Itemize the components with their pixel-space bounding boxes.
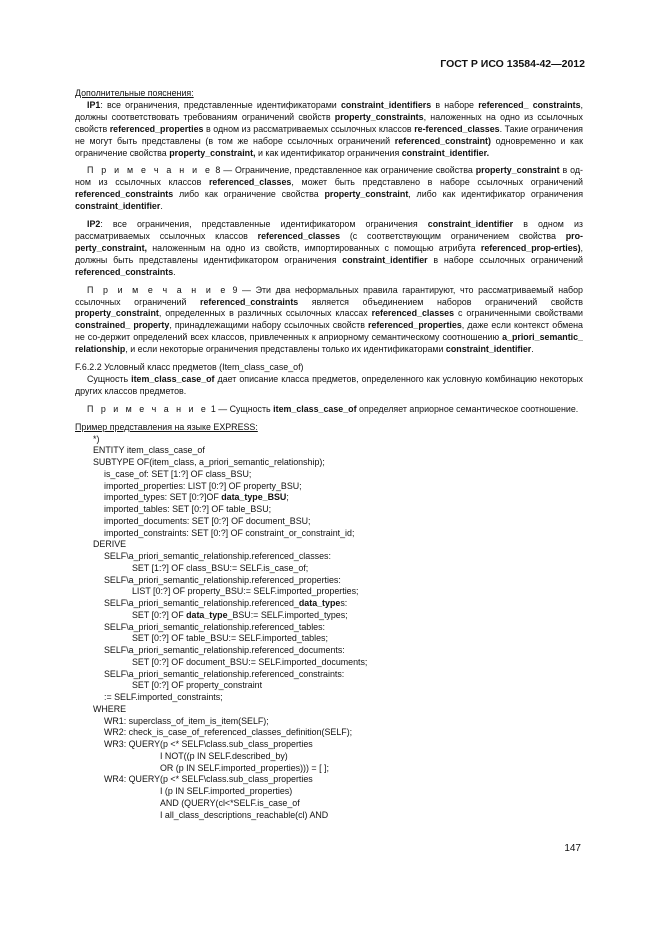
identifier-term: property_constraint: [475, 165, 560, 176]
identifier-term: referenced_constraints: [75, 189, 174, 200]
identifier-term: referenced_classes: [371, 308, 455, 319]
code-text: OR (p IN SELF.imported_properties))) = [ ];: [160, 762, 329, 773]
identifier-term: IP2: [87, 219, 101, 230]
code-text: imported_properties: LIST [0:?] OF property_BSU;: [104, 480, 302, 491]
text-run: (с соответствующим ограничением свойства: [340, 230, 566, 241]
identifier-term: property_constraints: [334, 111, 424, 122]
code-line: [75, 774, 583, 786]
code-text: I (p IN SELF.imported_properties): [160, 786, 293, 797]
identifier-term: re-ferenced_classes: [414, 123, 500, 134]
express-code-block: [75, 434, 583, 822]
code-line: [75, 716, 583, 728]
identifier-term: constraint_identifier: [445, 344, 532, 355]
text-run: в одном из рассматриваемых ссылочных классов: [75, 219, 583, 241]
note-1: [75, 404, 583, 416]
text-run: .: [531, 344, 534, 355]
identifier-term: constraint_identifier: [427, 219, 514, 230]
code-keyword: data_type: [298, 598, 341, 609]
text-run: Сущность: [87, 373, 132, 384]
text-run: , наложенных на одно из ссылочных свойств: [75, 111, 583, 134]
identifier-term: constraint_identifier: [342, 254, 428, 265]
section-title: F.6.2.2 Условный класс предметов (Item_class_case_of): [75, 362, 304, 373]
identifier-term: item_class_case_of: [131, 373, 215, 384]
code-text: WR4: QUERY(p <* SELF\class.sub_class_properties: [104, 774, 313, 785]
text-run: либо как ограничение свойства: [173, 189, 325, 200]
code-line: [75, 586, 583, 598]
code-text: SET [0:?] OF property_constraint: [132, 680, 263, 691]
code-line: [75, 727, 583, 739]
text-run: , может быть представлено в наборе ссылочных ограничений: [291, 177, 583, 188]
text-run: , определенных в различных ссылочных классах: [158, 308, 372, 319]
code-line: [75, 457, 583, 469]
code-text: LIST [0:?] OF property_BSU:= SELF.imported_properties;: [132, 586, 359, 597]
code-line: [75, 469, 583, 481]
code-line: [75, 598, 583, 610]
code-text: SELF\a_priori_semantic_relationship.referenced_properties:: [104, 574, 341, 585]
identifier-term: referenced_classes: [208, 177, 292, 188]
code-text: *): [93, 433, 100, 444]
note-label: П р и м е ч а н и е: [87, 284, 228, 295]
code-line: [75, 504, 583, 516]
code-text: SELF\a_priori_semantic_relationship.referenced_constraints:: [104, 668, 345, 679]
text-run: и как идентификатор ограничения: [255, 147, 402, 158]
identifier-term: referenced_properties: [109, 123, 204, 134]
code-text: s:: [340, 598, 348, 609]
code-text: I all_class_descriptions_reachable(cl) AND: [160, 809, 329, 820]
text-run: : все ограничения, представленные идентификатором ограничения: [100, 219, 428, 230]
identifier-term: constraint_identifier: [75, 201, 161, 212]
text-run: 1 — Сущность: [208, 403, 274, 414]
code-text: AND (QUERY(cl<*SELF.is_case_of: [160, 797, 300, 808]
code-line: [75, 739, 583, 751]
code-line: [75, 645, 583, 657]
code-line: [75, 434, 583, 446]
example-heading: Пример представления на языке EXPRESS:: [75, 421, 258, 432]
identifier-term: property_constraint,: [169, 147, 256, 158]
page-number: 147: [564, 843, 581, 854]
identifier-term: property_constraint: [324, 189, 409, 200]
text-run: дает описание класса предметов, определенного как условную комбинацию некоторых других классов предметов.: [75, 373, 583, 396]
code-line: [75, 575, 583, 587]
code-line: [75, 481, 583, 493]
text-run: с ограниченными свойствами: [454, 308, 583, 319]
text-run: . Такие ограничения не могут быть представлены (в том же наборе ссылочных ограничений: [75, 123, 583, 146]
code-text: SUBTYPE OF(item_class, a_priori_semantic_relationship);: [93, 457, 325, 468]
text-run: , либо как идентификатор ограничения: [408, 189, 583, 200]
text-run: , и если некоторые ограничения представлены только их идентификаторами: [125, 344, 446, 355]
notes-heading: Дополнительные пояснения:: [75, 88, 194, 98]
note-label: П р и м е ч а н и е: [87, 165, 213, 176]
identifier-term: item_class_case_of: [273, 403, 357, 414]
code-keyword: data_type_BSU: [221, 492, 287, 503]
code-text: ENTITY item_class_case_of: [93, 445, 205, 456]
code-line: [75, 633, 583, 645]
text-run: 8 — Ограничение, представленное как ограничение свойства: [212, 165, 476, 176]
text-run: в одном из рассматриваемых ссылочных классов: [203, 123, 415, 134]
code-text: is_case_of: SET [1:?] OF class_BSU;: [104, 468, 252, 479]
code-line: [75, 810, 583, 822]
code-text: imported_documents: SET [0:?] OF document_BSU;: [104, 515, 311, 526]
text-run: определяет априорное семантическое соотношение.: [356, 403, 579, 414]
code-line: [75, 492, 583, 504]
identifier-term: referenced_constraints: [200, 296, 299, 307]
code-line: [75, 763, 583, 775]
code-line: [75, 657, 583, 669]
text-run: наложенным на одно из свойств, импортированных с помощью атрибута: [147, 242, 481, 253]
paragraph-ip2: [75, 219, 583, 279]
identifier-term: referenced_ constraints: [478, 99, 581, 110]
code-text: _BSU:= SELF.imported_types;: [227, 609, 348, 620]
identifier-term: constraint_identifier.: [401, 147, 490, 158]
identifier-term: pro-perty_constraint,: [75, 230, 583, 253]
code-text: SET [0:?] OF table_BSU:= SELF.imported_tables;: [132, 633, 328, 644]
standard-header: ГОСТ Р ИСО 13584-42—2012: [440, 58, 585, 70]
text-run: , даже если контекст обмена не со-держит определений всех классов, привлеченных к априорному семантическому соотношению: [75, 320, 583, 343]
text-run: , должны быть представлены идентификатором ограничения: [75, 242, 583, 265]
code-text: SET [1:?] OF class_BSU:= SELF.is_case_of;: [132, 562, 309, 573]
identifier-term: referenced_classes: [257, 230, 341, 241]
text-run: , принадлежащими набору ссылочных свойств: [169, 320, 369, 331]
code-text: imported_types: SET [0:?]OF: [104, 492, 222, 503]
text-run: в од-ном из ссылочных классов: [75, 165, 583, 188]
text-run: , должны соответствовать требованиям ограничений свойств: [75, 99, 583, 122]
code-line: [75, 786, 583, 798]
code-line: [75, 539, 583, 551]
code-text: := SELF.imported_constraints;: [104, 692, 223, 703]
text-run: в наборе ссылочных ограничений: [427, 254, 584, 265]
text-run: одновременно и как ограничение свойства: [75, 135, 584, 158]
text-run: 9 — Эти два неформальных правила гарантируют, что рассматриваемый набор ссылочных ограничений: [75, 284, 583, 307]
paragraph-ip1: [75, 100, 583, 160]
identifier-term: referenced_constraint): [394, 135, 491, 146]
note-9: [75, 285, 583, 356]
identifier-term: referenced_prop-erties): [480, 242, 581, 253]
code-line: [75, 551, 583, 563]
code-line: [75, 798, 583, 810]
code-line: [75, 704, 583, 716]
text-run: : все ограничения, представленные идентификаторами: [100, 99, 341, 110]
text-run: .: [160, 201, 163, 212]
code-text: WR2: check_is_case_of_referenced_classes_definition(SELF);: [104, 727, 353, 738]
code-text: SET [0:?] OF: [132, 609, 187, 620]
code-line: [75, 528, 583, 540]
code-text: SELF\a_priori_semantic_relationship.referenced_classes:: [104, 551, 331, 562]
code-text: I NOT((p IN SELF.described_by): [160, 750, 288, 761]
code-text: ;: [286, 492, 289, 503]
code-text: imported_constraints: SET [0:?] OF constraint_or_constraint_id;: [104, 527, 355, 538]
code-keyword: data_type: [186, 609, 228, 620]
identifier-term: property_constraint: [75, 308, 159, 319]
text-run: в наборе: [431, 99, 479, 110]
text-run: является объединением наборов ограничений свойств: [298, 296, 583, 307]
code-text: WR1: superclass_of_item_is_item(SELF);: [104, 715, 269, 726]
code-line: [75, 445, 583, 457]
code-line: [75, 622, 583, 634]
note-label: П р и м е ч а н и е: [87, 403, 209, 414]
identifier-term: referenced_constraints: [75, 266, 174, 277]
note-8: [75, 165, 583, 213]
code-line: [75, 516, 583, 528]
code-text: SET [0:?] OF document_BSU:= SELF.imported_documents;: [132, 656, 368, 667]
code-text: SELF\a_priori_semantic_relationship.referenced_documents:: [104, 645, 345, 656]
code-line: [75, 680, 583, 692]
identifier-term: constraint_identifiers: [340, 99, 432, 110]
code-text: WR3: QUERY(p <* SELF\class.sub_class_properties: [104, 739, 313, 750]
text-run: .: [173, 266, 176, 277]
identifier-term: IP1: [87, 99, 101, 110]
code-line: [75, 692, 583, 704]
code-text: SELF\a_priori_semantic_relationship.referenced_: [104, 598, 299, 609]
paragraph-essence: [75, 374, 583, 398]
code-text: SELF\a_priori_semantic_relationship.referenced_tables:: [104, 621, 326, 632]
code-text: WHERE: [93, 703, 127, 714]
code-line: [75, 610, 583, 622]
code-line: [75, 669, 583, 681]
identifier-term: a_priori_semantic_ relationship: [75, 332, 583, 355]
identifier-term: constrained_ property: [75, 320, 170, 331]
identifier-term: referenced_properties: [368, 320, 462, 331]
body-text: [75, 88, 583, 821]
code-line: [75, 751, 583, 763]
code-text: imported_tables: SET [0:?] OF table_BSU;: [104, 504, 272, 515]
code-line: [75, 563, 583, 575]
code-text: DERIVE: [93, 539, 127, 550]
